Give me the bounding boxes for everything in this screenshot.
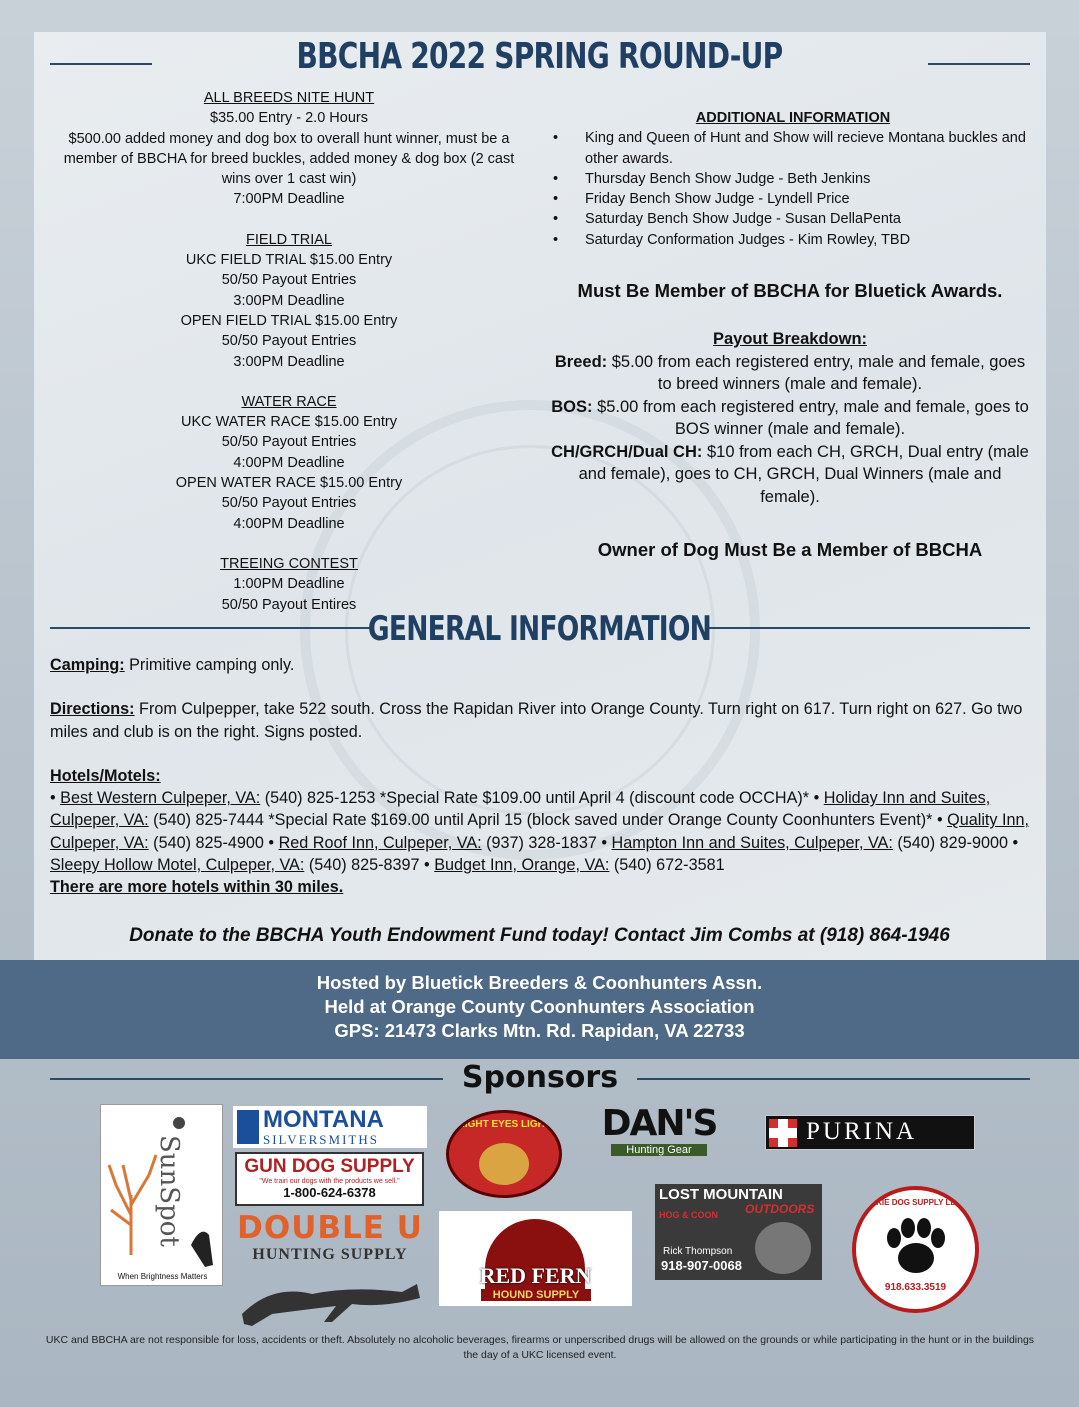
hounds-icon <box>232 1264 428 1326</box>
sunspot-tagline: When Brightness Matters <box>117 1272 208 1281</box>
field-trial-line: 3:00PM Deadline <box>233 353 345 370</box>
raccoon-icon <box>479 1143 529 1185</box>
water-race-line: 50/50 Payout Entries <box>221 495 357 512</box>
rider-icon <box>237 1110 259 1144</box>
additional-item: • Saturday Bench Show Judge - Susan DellaPenta <box>553 209 1033 229</box>
sponsors-rule-left <box>50 1078 443 1080</box>
sunspot-tree-icon <box>101 1105 223 1286</box>
water-race-line: OPEN WATER RACE $15.00 Entry <box>175 475 403 492</box>
additional-item: • Thursday Bench Show Judge - Beth Jenkins <box>553 169 1033 189</box>
field-trial-line: UKC FIELD TRIAL $15.00 Entry <box>185 252 393 269</box>
field-trial-line: 50/50 Payout Entries <box>221 272 357 289</box>
hotel-link[interactable]: Quality Inn, Culpeper, VA: <box>50 811 1030 852</box>
water-race-heading: WATER RACE <box>241 393 337 410</box>
water-race-line: 50/50 Payout Entries <box>221 434 357 451</box>
gundog-logo: GUN DOG SUPPLY "We train our dogs with the products we sell." 1-800-624-6378 <box>235 1152 424 1206</box>
field-trial-heading: FIELD TRIAL <box>246 231 332 248</box>
page-title: BBCHA 2022 SPRING ROUND-UP <box>296 36 783 77</box>
hotel-link[interactable]: Red Roof Inn, Culpeper, VA: <box>278 833 482 852</box>
general-info <box>50 654 1030 899</box>
treeing-line: 50/50 Payout Entires <box>221 596 357 613</box>
additional-item: • King and Queen of Hunt and Show will recieve Montana buckles and other awards. <box>553 128 1033 169</box>
water-race-line: 4:00PM Deadline <box>233 515 345 532</box>
field-trial-line: 3:00PM Deadline <box>233 292 345 309</box>
hotels-more: There are more hotels within 30 miles. <box>50 878 344 897</box>
payout-breakdown <box>548 328 1032 508</box>
payout-ch: CH/GRCH/Dual CH: $10 from each CH, GRCH, Dual entry (male and female), goes to CH, GRCH, Dual Winners (male and female). <box>551 442 1029 506</box>
nite-hunt-heading: ALL BREEDS NITE HUNT <box>203 90 375 106</box>
okie-logo: OKIE DOG SUPPLY LLC 918.633.3519 <box>852 1186 979 1313</box>
additional-item: • Saturday Conformation Judges - Kim Rowley, TBD <box>553 230 1033 250</box>
additional-item: • Friday Bench Show Judge - Lyndell Price <box>553 189 1033 209</box>
sponsors-rule-right <box>637 1078 1030 1080</box>
directions: Directions: From Culpepper, take 522 south. Cross the Rapidan River into Orange County. Turn right on 617. Turn right on 627. Go two miles and club is on the right. Signs posted. <box>50 700 1023 741</box>
nite-hunt-line: $500.00 added money and dog box to overall hunt winner, must be a member of BBCHA for breed buckles, added money & dog box (2 cast wins over 1 cast win) <box>63 130 515 188</box>
additional-list <box>553 128 1033 250</box>
sponsors-title: Sponsors <box>461 1060 619 1095</box>
svg-text:SunSpot: SunSpot <box>154 1135 184 1247</box>
hotel-link[interactable]: Hampton Inn and Suites, Culpeper, VA: <box>611 833 893 852</box>
additional-heading: ADDITIONAL INFORMATION <box>695 110 891 126</box>
hotel-link[interactable]: Holiday Inn and Suites, Culpeper, VA: <box>50 789 991 830</box>
host-banner <box>0 960 1079 1059</box>
nite-hunt-line: $35.00 Entry - 2.0 Hours <box>210 110 368 127</box>
water-race-line: UKC WATER RACE $15.00 Entry <box>181 414 397 431</box>
hotel-link[interactable]: Budget Inn, Orange, VA: <box>434 856 610 875</box>
doubleu-logo: DOUBLE U HUNTING SUPPLY <box>232 1210 428 1326</box>
payout-bos: BOS: $5.00 from each registered entry, male and female, goes to BOS winner (male and female). <box>551 397 1029 438</box>
banner-line: Hosted by Bluetick Breeders & Coonhunters Assn. <box>316 972 763 993</box>
hotel-link[interactable]: Sleepy Hollow Motel, Culpeper, VA: <box>50 856 305 875</box>
checkerboard-icon <box>769 1119 797 1147</box>
banner-line: Held at Orange County Coonhunters Association <box>324 996 755 1017</box>
hotels <box>50 765 1030 899</box>
nite-hunt-line: 7:00PM Deadline <box>233 191 345 208</box>
brighteyes-logo: BRIGHT EYES LIGHTS <box>446 1110 562 1198</box>
events-column <box>48 88 530 615</box>
donate-line: Donate to the BBCHA Youth Endowment Fund today! Contact Jim Combs at (918) 864-1946 <box>129 925 950 946</box>
payout-breed: Breed: $5.00 from each registered entry, male and female, goes to breed winners (male and female). <box>554 352 1026 393</box>
raccoon-face-icon <box>755 1222 811 1274</box>
treeing-heading: TREEING CONTEST <box>220 555 358 572</box>
purina-logo: PURINA <box>765 1115 975 1150</box>
disclaimer: UKC and BBCHA are not responsible for loss, accidents or theft. Absolutely no alcoholic beverages, firearms or unperscribed drugs will be allowed on the grounds or while participating in the hunt or in the buildings the day of a UKC licensed event. <box>45 1334 1035 1361</box>
field-trial-line: OPEN FIELD TRIAL $15.00 Entry <box>180 312 398 329</box>
camping: Camping: Primitive camping only. <box>50 656 295 674</box>
hotels-label: Hotels/Motels: <box>50 766 161 785</box>
additional-info <box>553 108 1033 250</box>
general-title: GENERAL INFORMATION <box>367 609 712 649</box>
water-race-line: 4:00PM Deadline <box>233 454 345 471</box>
dans-logo: DAN'S Hunting Gear <box>601 1104 717 1156</box>
lostmountain-logo: LOST MOUNTAIN OUTDOORS HOG & COON Rick Thompson 918-907-0068 <box>655 1184 822 1280</box>
member-requirement: Must Be Member of BBCHA for Bluetick Awards. <box>577 280 1003 301</box>
sunspot-logo <box>100 1104 223 1286</box>
field-trial-line: 50/50 Payout Entries <box>221 333 357 350</box>
hotels-list: • Best Western Culpeper, VA: (540) 825-1253 *Special Rate $109.00 until April 4 (discount code OCCHA)* • Holiday Inn and Suites, Culpeper, VA: (540) 825-7444 *Special Rate $169.00 until April 15 (block saved under Orange County Coonhunters Event)* • Quality Inn, Culpeper, VA: (540) 825-4900 • Red Roof Inn, Culpeper, VA: (937) 328-1837 • Hampton Inn and Suites, Culpeper, VA: (540) 829-9000 • Sleepy Hollow Motel, Culpeper, VA: (540) 825-8397 • Budget Inn, Orange, VA: (540) 672-3581 <box>50 789 1030 875</box>
banner-line: GPS: 21473 Clarks Mtn. Rd. Rapidan, VA 22733 <box>334 1020 745 1041</box>
montana-logo: MONTANA SILVERSMITHS <box>233 1106 427 1148</box>
hotel-link[interactable]: Best Western Culpeper, VA: <box>60 789 261 808</box>
treeing-line: 1:00PM Deadline <box>233 576 345 593</box>
payout-heading: Payout Breakdown: <box>712 330 868 348</box>
redfern-logo: RED FERN HOUND SUPPLY <box>439 1211 632 1306</box>
owner-requirement: Owner of Dog Must Be a Member of BBCHA <box>597 539 983 560</box>
